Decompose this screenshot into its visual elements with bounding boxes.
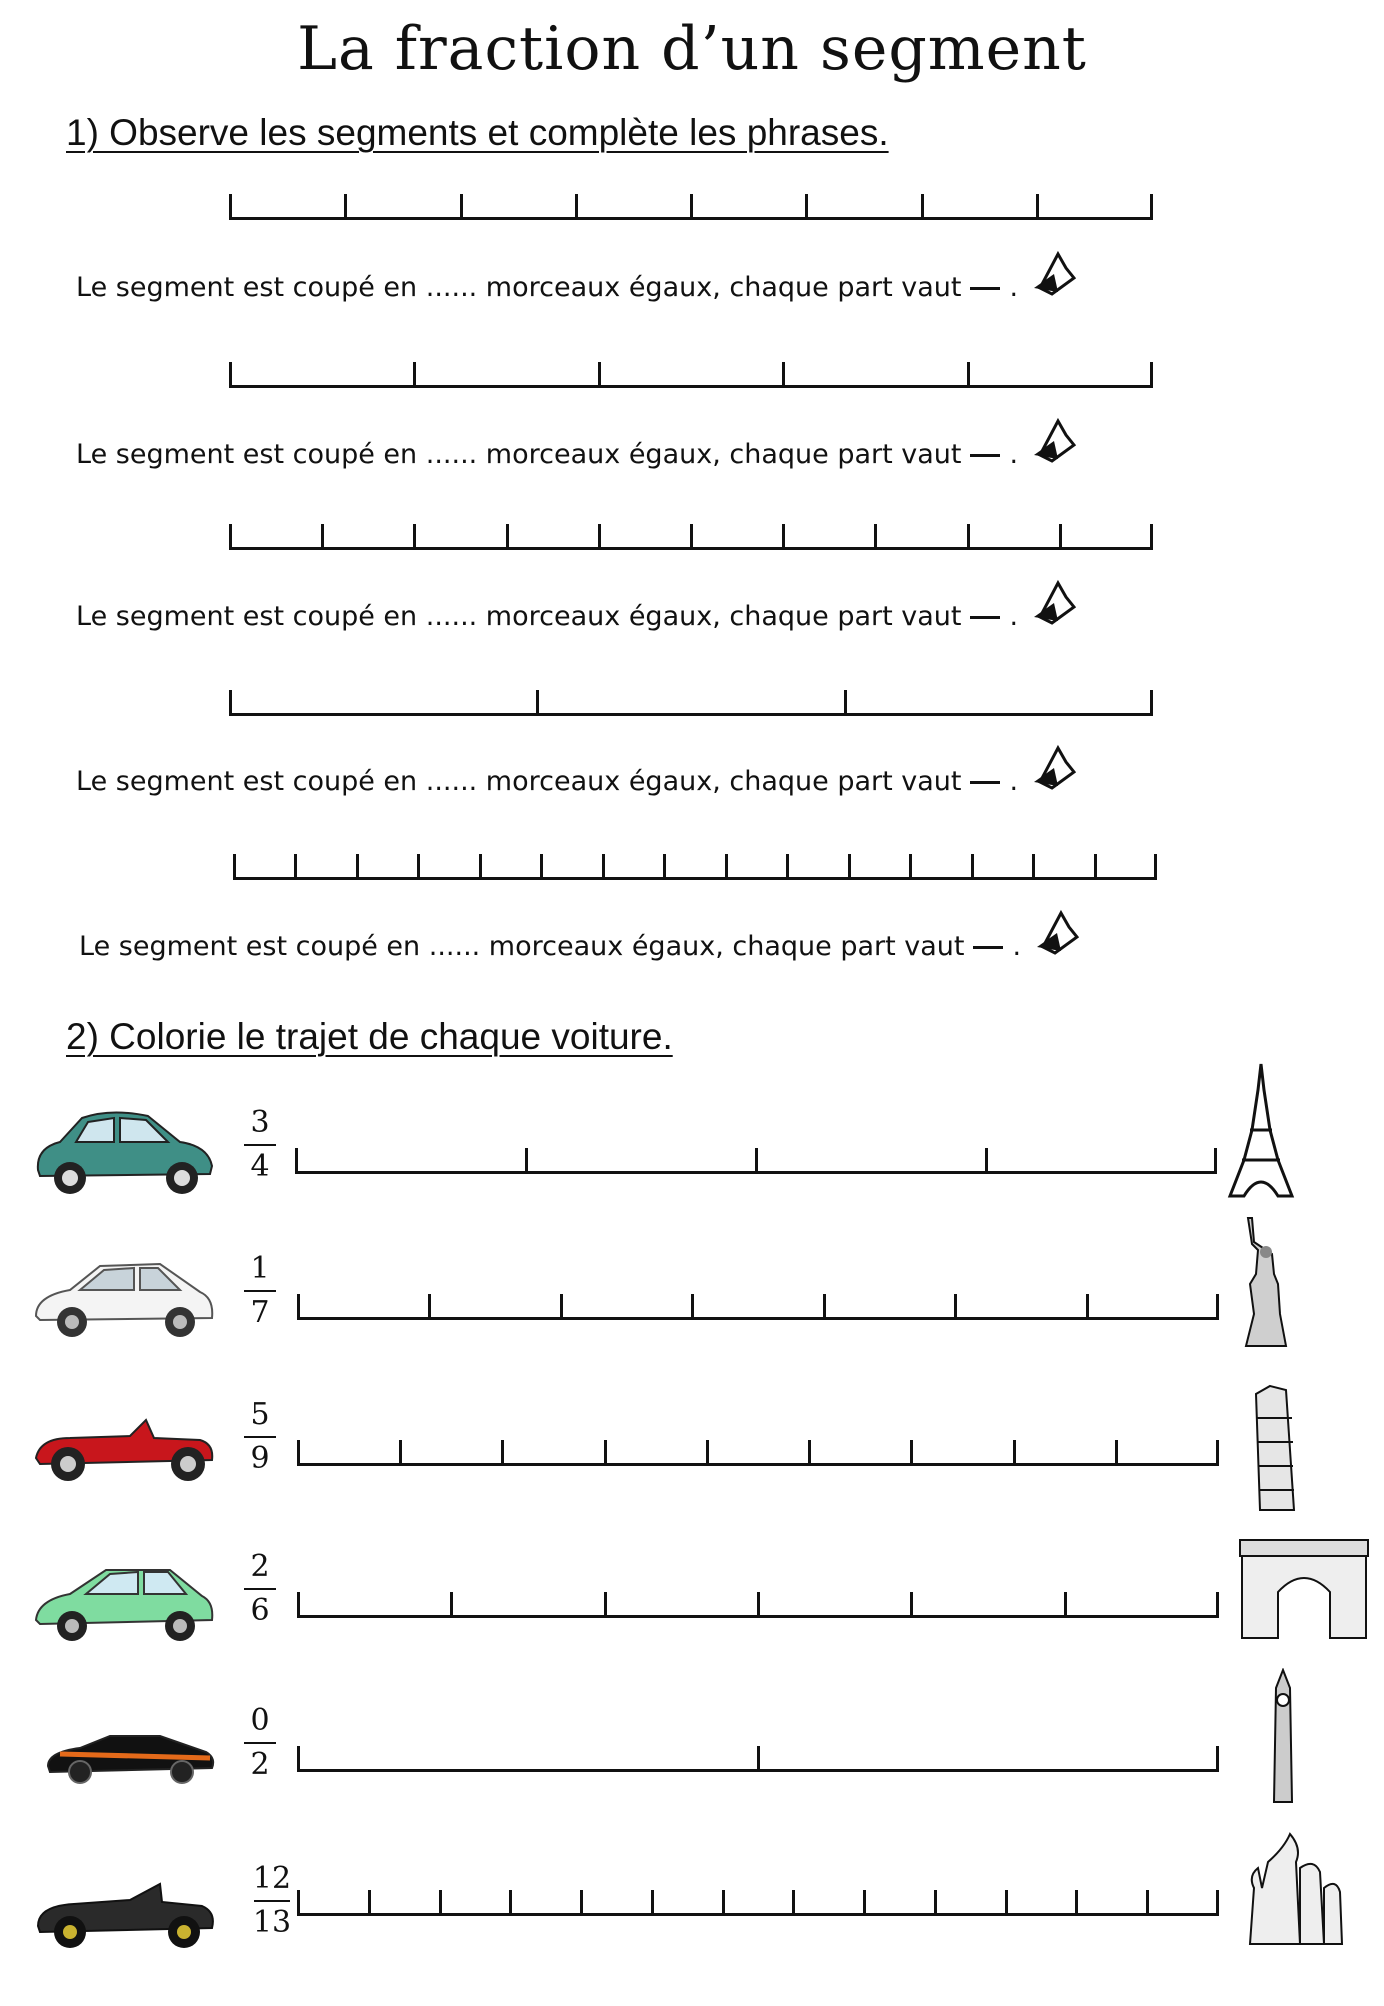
fraction-numerator: 3 (250, 1105, 270, 1140)
car-row (0, 1550, 1384, 1690)
section-2-heading: 2) Colorie le trajet de chaque voiture. (66, 1016, 673, 1057)
segment-tick (368, 1890, 371, 1916)
sentence-text: Le segment est coupé en ...... morceaux égaux, chaque part vaut (76, 601, 962, 632)
segment-line (230, 385, 1152, 388)
curved-arrow-icon (1030, 415, 1076, 476)
segment-tick (782, 524, 785, 550)
red-vintage-roadster-car (30, 1408, 220, 1492)
segment-tick (805, 194, 808, 220)
fraction-denominator: 2 (250, 1747, 270, 1782)
segment-tick (229, 194, 232, 220)
fraction-bar (244, 1588, 276, 1590)
segment-tick (823, 1294, 826, 1320)
fraction (240, 1105, 280, 1184)
sentence-text: Le segment est coupé en ...... morceaux égaux, chaque part vaut (76, 766, 962, 797)
segment-tick (297, 1294, 300, 1320)
sentence-2 (76, 425, 1076, 486)
fraction (240, 1251, 280, 1330)
segment-tick (598, 362, 601, 388)
segment-tick (602, 854, 605, 880)
segment-tick (1115, 1440, 1118, 1466)
segment-tick (663, 854, 666, 880)
segment-tick (297, 1746, 300, 1772)
segment-tick (1150, 690, 1153, 716)
segment-tick (690, 194, 693, 220)
fraction-bar (254, 1900, 290, 1902)
segment-tick (1064, 1592, 1067, 1618)
segment-tick (1216, 1592, 1219, 1618)
segment-5 (234, 854, 1156, 880)
black-convertible-car (30, 1876, 220, 1960)
sentence-text: Le segment est coupé en ...... morceaux égaux, chaque part vaut (76, 272, 962, 303)
segment-tick (874, 524, 877, 550)
curved-arrow-icon (1030, 742, 1076, 803)
sentence-1 (76, 258, 1076, 319)
segment-tick (934, 1890, 937, 1916)
fraction-bar-blank[interactable] (970, 616, 1000, 619)
fraction (240, 1397, 280, 1476)
segment-tick (297, 1592, 300, 1618)
fraction-numerator: 12 (252, 1861, 292, 1896)
fraction-bar (244, 1290, 276, 1292)
segment-tick (792, 1890, 795, 1916)
segment-3 (230, 524, 1152, 550)
statue-of-liberty-icon (1236, 1214, 1296, 1354)
segment-tick (501, 1440, 504, 1466)
fraction (250, 1861, 294, 1940)
fraction-numerator: 5 (250, 1397, 270, 1432)
fraction-denominator: 4 (250, 1149, 270, 1184)
segment-tick (413, 362, 416, 388)
end-dot: . (1009, 272, 1019, 303)
fraction-numerator: 1 (250, 1251, 270, 1286)
eiffel-tower-icon (1226, 1060, 1296, 1204)
segment-line (298, 1463, 1218, 1466)
segment-tick (604, 1440, 607, 1466)
segment-tick (706, 1440, 709, 1466)
segment-tick (1150, 194, 1153, 220)
segment-tick (1075, 1890, 1078, 1916)
end-dot: . (1012, 931, 1022, 962)
end-dot: . (1009, 766, 1019, 797)
car-row (0, 1396, 1384, 1536)
segment-tick (1146, 1890, 1149, 1916)
fraction-bar-blank[interactable] (970, 287, 1000, 290)
segment-tick (560, 1294, 563, 1320)
segment-tick (297, 1440, 300, 1466)
saint-basil-cathedral-icon (1240, 1828, 1350, 1952)
segment-tick (910, 1592, 913, 1618)
segment-1 (230, 194, 1152, 220)
segment-tick (295, 1148, 298, 1174)
fraction-bar-blank[interactable] (973, 946, 1003, 949)
route-segment[interactable] (298, 1890, 1218, 1916)
segment-tick (540, 854, 543, 880)
segment-tick (863, 1890, 866, 1916)
segment-tick (1013, 1440, 1016, 1466)
curved-arrow-icon (1030, 577, 1076, 638)
segment-line (298, 1317, 1218, 1320)
page-title: La fraction d’un segment (297, 14, 1087, 84)
segment-tick (1150, 362, 1153, 388)
fraction-bar-blank[interactable] (970, 454, 1000, 457)
segment-tick (757, 1592, 760, 1618)
fraction-bar (244, 1742, 276, 1744)
segment-tick (506, 524, 509, 550)
segment-tick (909, 854, 912, 880)
segment-tick (1032, 854, 1035, 880)
segment-tick (439, 1890, 442, 1916)
segment-tick (598, 524, 601, 550)
segment-tick (690, 524, 693, 550)
segment-tick (450, 1592, 453, 1618)
segment-tick (954, 1294, 957, 1320)
black-muscle-car (30, 1728, 220, 1792)
segment-line (298, 1913, 1218, 1916)
segment-tick (967, 524, 970, 550)
fraction-denominator: 9 (250, 1441, 270, 1476)
segment-tick (1150, 524, 1153, 550)
sentence-4 (76, 752, 1076, 813)
segment-tick (921, 194, 924, 220)
segment-tick (651, 1890, 654, 1916)
segment-tick (344, 194, 347, 220)
segment-tick (1005, 1890, 1008, 1916)
segment-tick (757, 1746, 760, 1772)
segment-tick (417, 854, 420, 880)
white-hatchback-car (30, 1256, 220, 1350)
segment-tick (1086, 1294, 1089, 1320)
segment-2 (230, 362, 1152, 388)
segment-tick (460, 194, 463, 220)
segment-tick (229, 362, 232, 388)
car-row (0, 1246, 1384, 1386)
route-segment[interactable] (298, 1294, 1218, 1320)
segment-tick (808, 1440, 811, 1466)
segment-tick (1216, 1440, 1219, 1466)
teal-2cv-car (30, 1108, 220, 1202)
segment-tick (294, 854, 297, 880)
section-1-heading: 1) Observe les segments et complète les phrases. (66, 112, 889, 153)
sentence-3 (76, 587, 1076, 648)
segment-tick (1216, 1746, 1219, 1772)
segment-tick (604, 1592, 607, 1618)
fraction (240, 1703, 280, 1782)
segment-tick (1216, 1294, 1219, 1320)
end-dot: . (1009, 601, 1019, 632)
fraction-bar (244, 1436, 276, 1438)
route-segment[interactable] (298, 1592, 1218, 1618)
segment-tick (580, 1890, 583, 1916)
segment-tick (1216, 1890, 1219, 1916)
segment-tick (755, 1148, 758, 1174)
segment-tick (848, 854, 851, 880)
sentence-text: Le segment est coupé en ...... morceaux égaux, chaque part vaut (79, 931, 965, 962)
curved-arrow-icon (1033, 907, 1079, 968)
fraction (240, 1549, 280, 1628)
segment-tick (297, 1890, 300, 1916)
car-row (0, 1861, 1384, 2006)
fraction-bar (244, 1144, 276, 1146)
segment-tick (725, 854, 728, 880)
segment-tick (691, 1294, 694, 1320)
segment-tick (229, 690, 232, 716)
sentence-text: Le segment est coupé en ...... morceaux égaux, chaque part vaut (76, 439, 962, 470)
segment-tick (509, 1890, 512, 1916)
segment-tick (413, 524, 416, 550)
route-segment[interactable] (298, 1440, 1218, 1466)
segment-tick (786, 854, 789, 880)
segment-tick (1036, 194, 1039, 220)
segment-tick (525, 1148, 528, 1174)
segment-tick (722, 1890, 725, 1916)
arc-de-triomphe-icon (1234, 1534, 1374, 1648)
segment-tick (356, 854, 359, 880)
car-row (0, 1100, 1384, 1240)
segment-tick (782, 362, 785, 388)
green-hatchback-car (30, 1560, 220, 1654)
curved-arrow-icon (1030, 248, 1076, 309)
sentence-5 (79, 917, 1079, 978)
route-segment[interactable] (298, 1746, 1218, 1772)
car-row (0, 1703, 1384, 1846)
segment-tick (1059, 524, 1062, 550)
end-dot: . (1009, 439, 1019, 470)
leaning-tower-of-pisa-icon (1250, 1378, 1298, 1518)
segment-tick (229, 524, 232, 550)
segment-tick (971, 854, 974, 880)
segment-tick (985, 1148, 988, 1174)
route-segment[interactable] (296, 1148, 1216, 1174)
fraction-bar-blank[interactable] (970, 781, 1000, 784)
fraction-denominator: 6 (250, 1593, 270, 1628)
fraction-denominator: 7 (250, 1295, 270, 1330)
segment-tick (910, 1440, 913, 1466)
segment-tick (479, 854, 482, 880)
fraction-numerator: 2 (250, 1549, 270, 1584)
fraction-denominator: 13 (252, 1905, 292, 1940)
segment-tick (233, 854, 236, 880)
segment-tick (1214, 1148, 1217, 1174)
big-ben-icon (1260, 1668, 1306, 1810)
segment-tick (428, 1294, 431, 1320)
segment-tick (575, 194, 578, 220)
segment-tick (321, 524, 324, 550)
segment-tick (1094, 854, 1097, 880)
fraction-numerator: 0 (250, 1703, 270, 1738)
segment-line (234, 877, 1156, 880)
segment-tick (1154, 854, 1157, 880)
segment-4 (230, 690, 1152, 716)
segment-tick (844, 690, 847, 716)
segment-line (230, 713, 1152, 716)
segment-tick (399, 1440, 402, 1466)
segment-tick (967, 362, 970, 388)
segment-tick (536, 690, 539, 716)
